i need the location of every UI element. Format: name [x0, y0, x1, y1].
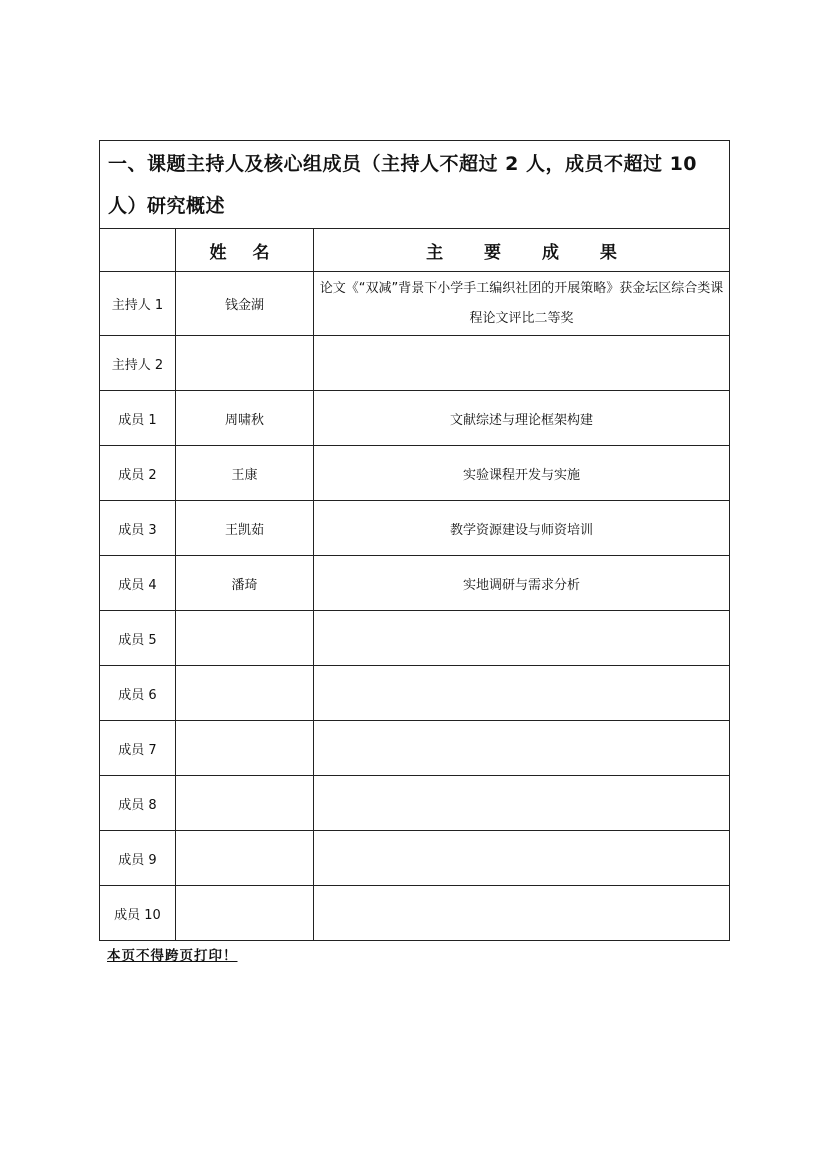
header-result: 主 要 成 果	[314, 229, 730, 272]
role-cell: 成员 4	[100, 556, 176, 611]
name-cell	[176, 721, 314, 776]
role-cell: 成员 6	[100, 666, 176, 721]
name-cell: 潘琦	[176, 556, 314, 611]
result-cell	[314, 831, 730, 886]
header-name: 姓 名	[176, 229, 314, 272]
table-row	[100, 556, 730, 611]
role-cell: 成员 5	[100, 611, 176, 666]
role-cell: 成员 3	[100, 501, 176, 556]
table-row	[100, 272, 730, 336]
result-cell	[314, 336, 730, 391]
name-cell	[176, 776, 314, 831]
header-role	[100, 229, 176, 272]
result-cell: 论文《“双减”背景下小学手工编织社团的开展策略》获金坛区综合类课程论文评比二等奖	[314, 272, 730, 336]
header-row	[100, 229, 730, 272]
role-cell: 成员 9	[100, 831, 176, 886]
footer-note: 本页不得跨页打印！	[107, 948, 238, 964]
role-cell: 成员 1	[100, 391, 176, 446]
result-cell	[314, 886, 730, 941]
name-cell	[176, 611, 314, 666]
section-title: 一、课题主持人及核心组成员（主持人不超过 2 人，成员不超过 10 人）研究概述	[100, 141, 730, 229]
table-row	[100, 666, 730, 721]
result-cell	[314, 611, 730, 666]
role-cell: 成员 7	[100, 721, 176, 776]
table-row	[100, 886, 730, 941]
result-cell	[314, 666, 730, 721]
role-cell: 成员 10	[100, 886, 176, 941]
table-row	[100, 446, 730, 501]
role-cell: 成员 8	[100, 776, 176, 831]
name-cell: 周啸秋	[176, 391, 314, 446]
name-cell: 王康	[176, 446, 314, 501]
name-cell: 王凯茹	[176, 501, 314, 556]
table-row	[100, 391, 730, 446]
name-cell	[176, 886, 314, 941]
title-row	[100, 141, 730, 229]
table-row	[100, 336, 730, 391]
role-cell: 主持人 2	[100, 336, 176, 391]
result-cell: 实验课程开发与实施	[314, 446, 730, 501]
role-cell: 主持人 1	[100, 272, 176, 336]
result-cell: 实地调研与需求分析	[314, 556, 730, 611]
name-cell: 钱金湖	[176, 272, 314, 336]
role-cell: 成员 2	[100, 446, 176, 501]
result-cell: 文献综述与理论框架构建	[314, 391, 730, 446]
name-cell	[176, 336, 314, 391]
table-row	[100, 831, 730, 886]
members-table	[99, 140, 730, 941]
table-row	[100, 776, 730, 831]
result-cell: 教学资源建设与师资培训	[314, 501, 730, 556]
table-row	[100, 721, 730, 776]
result-cell	[314, 721, 730, 776]
name-cell	[176, 666, 314, 721]
table-row	[100, 501, 730, 556]
result-cell	[314, 776, 730, 831]
name-cell	[176, 831, 314, 886]
table-row	[100, 611, 730, 666]
